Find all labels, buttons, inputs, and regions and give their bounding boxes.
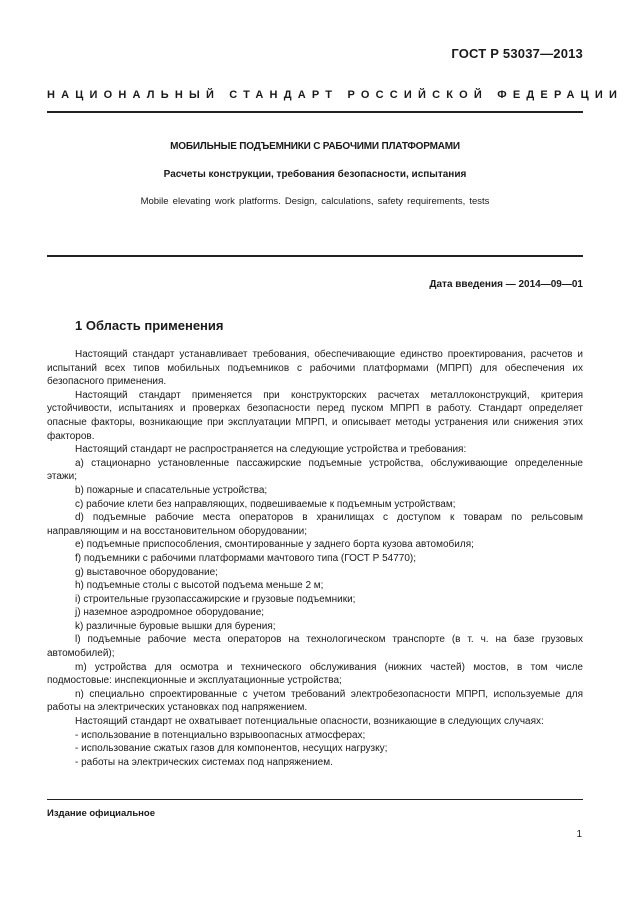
dash-item: - работы на электрических системах под напряжением. <box>75 756 333 768</box>
dash-item: - использование в потенциально взрывоопасных атмосферах; <box>75 729 366 741</box>
footer-divider <box>47 799 583 800</box>
section-title: 1 Область применения <box>75 318 224 333</box>
document-title-en: Mobile elevating work platforms. Design, calculations, safety requirements, tests <box>140 196 490 207</box>
list-item: j) наземное аэродромное оборудование; <box>75 607 265 619</box>
national-standard-heading: НАЦИОНАЛЬНЫЙ СТАНДАРТ РОССИЙСКОЙ ФЕДЕРАЦИИ <box>47 89 624 101</box>
top-divider <box>47 111 583 113</box>
official-edition-label: Издание официальное <box>47 808 155 819</box>
paragraph: Настоящий стандарт применяется при конструкторских расчетах металлоконструкций, критерия устойчивости, испытаниях и проверках безопасности перед пуском МПРП в работу. Стандарт определяет опасные факторы, возникающие при эксплуатации МПРП, и описывает методы устранения или снижения этих факторов. <box>47 389 583 442</box>
list-item: c) рабочие клети без направляющих, подвешиваемые к подъемным устройствам; <box>75 498 456 510</box>
standard-code: ГОСТ Р 53037—2013 <box>451 46 583 61</box>
paragraph: Настоящий стандарт устанавливает требования, обеспечивающие единство проектирования, расчетов и испытаний всех типов мобильных подъемников с рабочими платформами (МПРП) для обеспечения их безопасного применения. <box>47 349 583 388</box>
list-item: k) различные буровые вышки для бурения; <box>75 620 276 632</box>
document-title-ru: МОБИЛЬНЫЕ ПОДЪЕМНИКИ С РАБОЧИМИ ПЛАТФОРМАМИ <box>170 141 460 152</box>
document-subtitle-ru: Расчеты конструкции, требования безопасности, испытания <box>163 169 467 180</box>
middle-divider <box>47 255 583 257</box>
dash-item: - использование сжатых газов для компонентов, несущих нагрузку; <box>75 743 388 755</box>
list-item: g) выставочное оборудование; <box>75 566 218 578</box>
list-item: а) стационарно установленные пассажирские подъемные устройства, обслуживающие определенные этажи; <box>47 457 583 483</box>
paragraph: Настоящий стандарт не охватывает потенциальные опасности, возникающие в следующих случаях: <box>75 716 544 728</box>
list-item: i) строительные грузопассажирские и грузовые подъемники; <box>75 593 356 605</box>
list-item: m) устройства для осмотра и технического обслуживания (нижних частей) мостов, в том числе подмостовые: инспекционные и эксплуатационные устройства; <box>47 661 583 687</box>
list-item: e) подъемные приспособления, смонтированные у заднего борта кузова автомобиля; <box>75 539 474 551</box>
list-item: f) подъемники с рабочими платформами мачтового типа (ГОСТ Р 54770); <box>75 552 417 564</box>
list-item: h) подъемные столы с высотой подъема меньше 2 м; <box>75 580 324 592</box>
list-item: l) подъемные рабочие места операторов на технологическом транспорте (в т. ч. на базе грузовых автомобилей); <box>47 634 583 660</box>
section-body <box>47 348 583 769</box>
paragraph: Настоящий стандарт не распространяется на следующие устройства и требования: <box>75 444 467 456</box>
list-item: b) пожарные и спасательные устройства; <box>75 484 268 496</box>
list-item: d) подъемные рабочие места операторов в хранилищах с доступом к товарам по рельсовым направляющим и на восстановительном оборудовании; <box>47 512 583 537</box>
list-item: n) специально спроектированные с учетом требований электробезопасности МПРП, используемые для работы на электрических установках под напряжением. <box>47 688 583 714</box>
introduction-date: Дата введения — 2014—09—01 <box>429 279 583 290</box>
page-number: 1 <box>576 829 582 840</box>
